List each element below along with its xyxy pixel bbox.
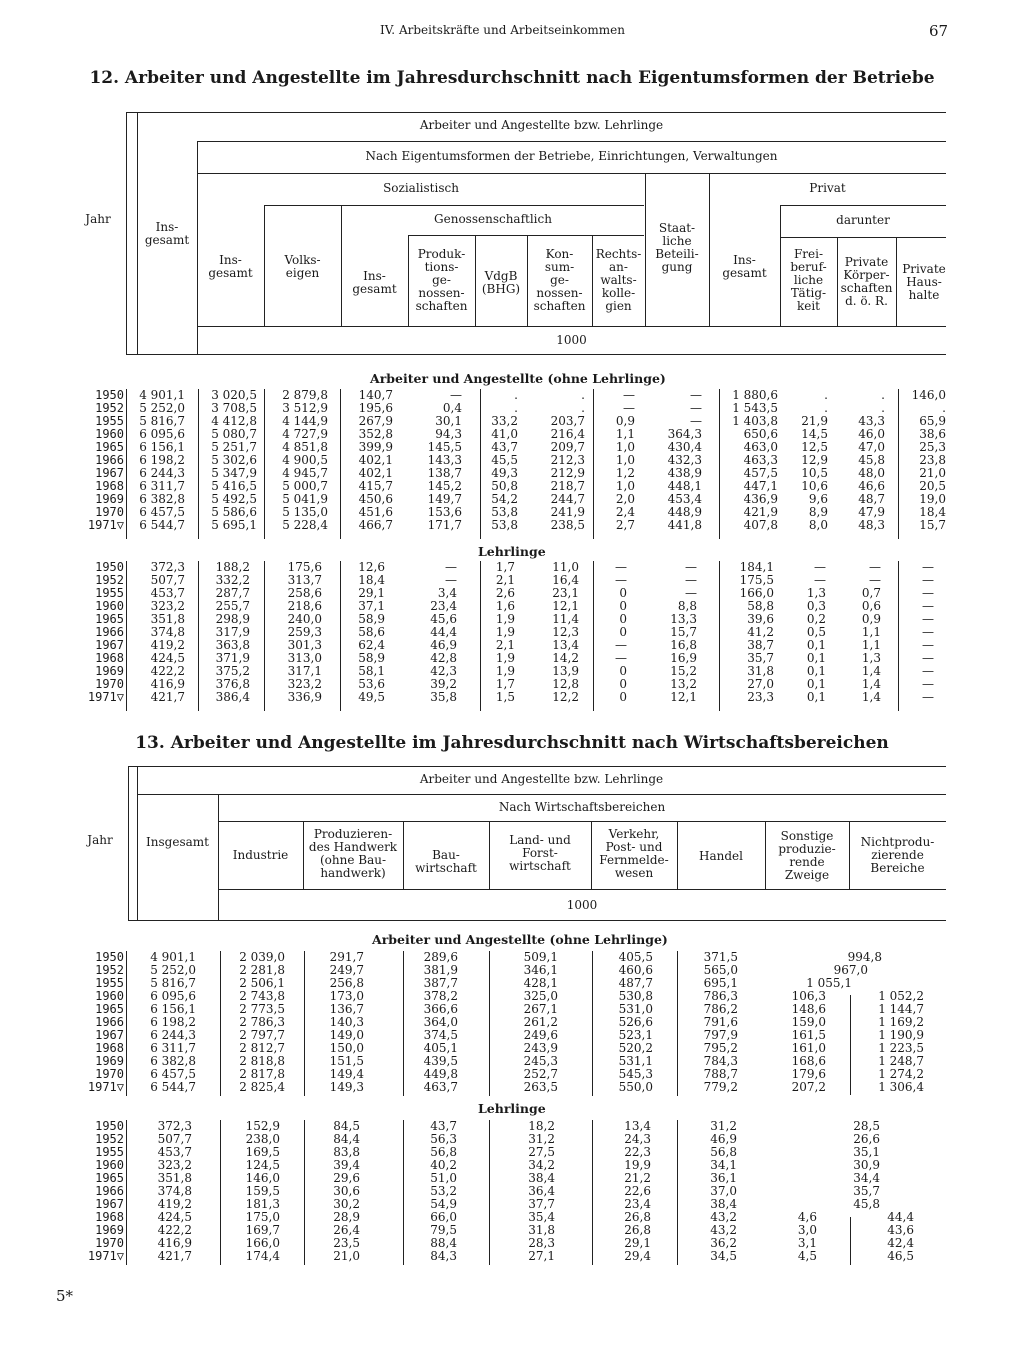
t12-header-gen-insgesamt: Ins- gesamt xyxy=(352,269,397,296)
t13-header-nichtproduzierende: Nichtprodu- zierende Bereiche xyxy=(860,835,935,875)
t13-col-nichtproduzierend-2: 44,4 43,6 42,4 46,5 xyxy=(887,1210,914,1263)
t12-col-haushalte-2: — — — — — — — — — — — xyxy=(922,560,934,704)
t13-header-industrie: Industrie xyxy=(232,848,289,862)
t12-header-priv-insgesamt: Ins- gesamt xyxy=(722,253,767,280)
t12-header-top: Arbeiter und Angestellte bzw. Lehrlinge xyxy=(419,118,664,132)
t13-col-verkehr-1: 405,5 460,6 487,7 530,8 531,0 526,6 523,1 520,2 531,1 545,3 550,0 xyxy=(618,950,653,1094)
t13-col-industrie-1: 2 039,0 2 281,8 2 506,1 2 743,8 2 773,5 2 786,3 2 797,7 2 812,7 2 818,8 2 817,8 2 825,4 xyxy=(239,950,285,1094)
t12-col-freiberuflich-1: . . 21,9 14,5 12,5 12,9 10,5 10,6 9,6 8,9 8,0 xyxy=(801,388,828,532)
t12-col-freiberuflich-2: — — 1,3 0,3 0,2 0,5 0,1 0,1 0,1 0,1 0,1 xyxy=(806,560,826,704)
t13-col-landforst-2: 18,2 31,2 27,5 34,2 38,4 36,4 37,7 35,4 31,8 28,3 27,1 xyxy=(528,1119,555,1263)
t12-col-koerperschaften-2: — — 0,7 0,6 0,9 1,1 1,1 1,3 1,4 1,4 1,4 xyxy=(861,560,881,704)
t12-header-insgesamt: Ins- gesamt xyxy=(144,220,190,247)
t13-col-verkehr-2: 13,4 24,3 22,3 19,9 21,2 22,6 23,4 26,8 26,8 29,1 29,4 xyxy=(624,1119,651,1263)
t12-col-volkseigen-2: 175,6 313,7 258,6 218,6 240,0 259,3 301,3 313,0 317,1 323,2 336,9 xyxy=(287,560,322,704)
t13-header-sonstige: Sonstige produzie- rende Zweige xyxy=(778,829,836,882)
t13-col-landforst-1: 509,1 346,1 428,1 325,0 267,1 261,2 249,6 243,9 245,3 252,7 263,5 xyxy=(523,950,558,1094)
t12-col-gen-insgesamt-2: 12,6 18,4 29,1 37,1 58,9 58,6 62,4 58,9 58,1 53,6 49,5 xyxy=(358,560,385,704)
t12-band-arbeiter: Arbeiter und Angestellte (ohne Lehrlinge) xyxy=(370,371,666,386)
t12-band-lehrlinge: Lehrlinge xyxy=(478,544,546,559)
t12-col-produktion-2: — — 3,4 23,4 45,6 44,4 46,9 42,8 42,3 39,2 35,8 xyxy=(430,560,457,704)
t13-header-handel: Handel xyxy=(699,849,743,863)
table-13-title: 13. Arbeiter und Angestellte im Jahresdurchschnitt nach Wirtschaftsbereichen xyxy=(135,733,889,753)
t12-unit: 1000 xyxy=(556,333,587,347)
t13-col-handel-2: 31,2 46,9 56,8 34,1 36,1 37,0 38,4 43,2 43,2 36,2 34,5 xyxy=(710,1119,737,1263)
t13-header-verkehr: Verkehr, Post- und Fernmelde- wesen xyxy=(599,827,669,880)
t13-years-1: 1950 1952 1955 1960 1965 1966 1967 1968 1969 1970 1971▽ xyxy=(87,950,124,1094)
t13-col-handel-1: 371,5 565,0 695,1 786,3 786,2 791,6 797,9 795,2 784,3 788,7 779,2 xyxy=(703,950,738,1094)
t12-header-vdgb: VdgB (BHG) xyxy=(481,269,521,296)
t13-header-land-forst: Land- und Forst- wirtschaft xyxy=(509,833,571,873)
page-number: 67 xyxy=(929,22,949,40)
t13-unit: 1000 xyxy=(566,898,598,912)
t13-col-sonstige-1: 106,3 148,6 159,0 161,5 161,0 168,6 179,6 207,2 xyxy=(791,989,826,1094)
t12-col-priv-insgesamt-2: 184,1 175,5 166,0 58,8 39,6 41,2 38,7 35,7 31,8 27,0 23,3 xyxy=(739,560,774,704)
t12-header-haushalte: Private Haus- halte xyxy=(902,262,946,302)
t12-col-haushalte-1: 146,0 . 65,9 38,6 25,3 23,8 21,0 20,5 19,0 18,4 15,7 xyxy=(911,388,946,532)
t13-band-lehrlinge: Lehrlinge xyxy=(478,1101,546,1116)
t12-header-sozialistisch: Sozialistisch xyxy=(383,181,459,195)
t12-col-konsum-2: 11,0 16,4 23,1 12,1 11,4 12,3 13,4 14,2 13,9 12,8 12,2 xyxy=(552,560,579,704)
t13-col-handwerk-1: 291,7 249,7 256,8 173,0 136,7 140,3 149,0 150,0 151,5 149,4 149,3 xyxy=(329,950,364,1094)
t13-header-handwerk: Produzieren- des Handwerk (ohne Bau- handwerk) xyxy=(308,827,398,880)
t12-header-privat: Privat xyxy=(809,181,846,195)
t12-col-gen-insgesamt-1: 140,7 195,6 267,9 352,8 399,9 402,1 402,1 415,7 450,6 451,6 466,7 xyxy=(358,388,393,532)
t12-header-produktionsgenossenschaften: Produk- tions- ge- nossen- schaften xyxy=(415,247,468,313)
t12-header-eigentum: Nach Eigentumsformen der Betriebe, Einrichtungen, Verwaltungen xyxy=(365,149,778,163)
t12-col-vdgb-1: . . 33,2 41,0 43,7 45,5 49,3 50,8 54,2 53,8 53,8 xyxy=(491,388,518,532)
t12-header-genossenschaftlich: Genossenschaftlich xyxy=(434,212,552,226)
t13-header-bauwirtschaft: Bau- wirtschaft xyxy=(415,848,477,875)
t12-col-konsum-1: . . 203,7 216,4 209,7 212,3 212,9 218,7 244,7 241,9 238,5 xyxy=(550,388,585,532)
t13-col-bau-1: 289,6 381,9 387,7 378,2 366,6 364,0 374,5 405,1 439,5 449,8 463,7 xyxy=(423,950,458,1094)
table-12-title: 12. Arbeiter und Angestellte im Jahresdurchschnitt nach Eigentumsformen der Betriebe xyxy=(89,68,935,88)
t13-col-sonstige-2: 4,6 3,0 3,1 4,5 xyxy=(797,1210,817,1263)
t13-band-arbeiter: Arbeiter und Angestellte (ohne Lehrlinge) xyxy=(372,932,668,947)
t13-header-top: Arbeiter und Angestellte bzw. Lehrlinge xyxy=(419,772,664,786)
t12-col-volkseigen-1: 2 879,8 3 512,9 4 144,9 4 727,9 4 851,8 4 900,5 4 945,7 5 000,7 5 041,9 5 135,0 5 228,4 xyxy=(282,388,328,532)
t13-col-handwerk-2: 84,5 84,4 83,8 39,4 29,6 30,6 30,2 28,9 26,4 23,5 21,0 xyxy=(333,1119,360,1263)
t13-header-insgesamt: Insgesamt xyxy=(146,835,209,849)
t12-col-staatlich-1: — — — 364,3 430,4 432,3 438,9 448,1 453,4 448,9 441,8 xyxy=(667,388,702,532)
t13-col-industrie-2: 152,9 238,0 169,5 124,5 146,0 159,5 181,3 175,0 169,7 166,0 174,4 xyxy=(245,1119,280,1263)
signature-mark: 5* xyxy=(56,1287,74,1305)
t12-col-produktion-1: — 0,4 30,1 94,3 145,5 143,3 138,7 145,2 149,7 153,6 171,7 xyxy=(427,388,462,532)
t12-header-darunter: darunter xyxy=(836,213,890,227)
t13-merged-1952: 967,0 xyxy=(833,963,868,977)
t12-col-soz-insgesamt-1: 3 020,5 3 708,5 4 412,8 5 080,7 5 251,7 5 302,6 5 347,9 5 416,5 5 492,5 5 586,6 5 695,1 xyxy=(211,388,257,532)
t12-header-konsumgenossenschaften: Kon- sum- ge- nossen- schaften xyxy=(533,247,586,313)
t13-col-bau-2: 43,7 56,3 56,8 40,2 51,0 53,2 54,9 66,0 79,5 88,4 84,3 xyxy=(430,1119,457,1263)
t13-merged-1950: 994,8 xyxy=(847,950,882,964)
t13-merged-npb-2: 28,5 26,6 35,1 30,9 34,4 35,7 45,8 xyxy=(853,1119,880,1211)
t12-header-soz-insgesamt: Ins- gesamt xyxy=(208,253,253,280)
t13-col-insgesamt-1: 4 901,1 5 252,0 5 816,7 6 095,6 6 156,1 6 198,2 6 244,3 6 311,7 6 382,8 6 457,5 6 544,7 xyxy=(150,950,196,1094)
t12-col-vdgb-2: 1,7 2,1 2,6 1,6 1,9 1,9 2,1 1,9 1,9 1,7 1,5 xyxy=(495,560,515,704)
t12-col-koerperschaften-1: . . 43,3 46,0 47,0 45,8 48,0 46,6 48,7 47,9 48,3 xyxy=(858,388,885,532)
t12-col-soz-insgesamt-2: 188,2 332,2 287,7 255,7 298,9 317,9 363,8 371,9 375,2 376,8 386,4 xyxy=(215,560,250,704)
t12-header-jahr: Jahr xyxy=(85,212,111,226)
running-title: IV. Arbeitskräfte und Arbeitseinkommen xyxy=(380,23,625,37)
t12-col-rechtsanwalt-1: — — 0,9 1,1 1,0 1,0 1,2 1,0 2,0 2,4 2,7 xyxy=(615,388,635,532)
t12-col-rechtsanwalt-2: — — 0 0 0 0 — — 0 0 0 xyxy=(615,560,627,704)
t13-col-nichtproduzierend-1: 1 052,2 1 144,7 1 169,2 1 190,9 1 223,5 1 248,7 1 274,2 1 306,4 xyxy=(878,989,924,1094)
t13-years-2: 1950 1952 1955 1960 1965 1966 1967 1968 1969 1970 1971▽ xyxy=(87,1119,124,1263)
t12-col-insgesamt-2: 372,3 507,7 453,7 323,2 351,8 374,8 419,2 424,5 422,2 416,9 421,7 xyxy=(150,560,185,704)
t12-header-rechtsanwaltskollegien: Rechts- an- walts- kolle- gien xyxy=(595,247,642,313)
t12-col-staatlich-2: — — — 8,8 13,3 15,7 16,8 16,9 15,2 13,2 12,1 xyxy=(670,560,697,704)
t12-col-priv-insgesamt-1: 1 880,6 1 543,5 1 403,8 650,6 463,0 463,3 457,5 447,1 436,9 421,9 407,8 xyxy=(732,388,778,532)
t12-col-insgesamt-1: 4 901,1 5 252,0 5 816,7 6 095,6 6 156,1 6 198,2 6 244,3 6 311,7 6 382,8 6 457,5 6 544,7 xyxy=(139,388,185,532)
t12-header-staatliche-beteiligung: Staat- liche Beteili- gung xyxy=(655,221,699,274)
t12-header-koerperschaften: Private Körper- schaften d. ö. R. xyxy=(840,255,893,308)
t13-header-wirtschaftsbereiche: Nach Wirtschaftsbereichen xyxy=(498,800,666,814)
t12-header-volkseigen: Volks- eigen xyxy=(284,253,321,280)
t13-header-jahr: Jahr xyxy=(87,833,113,847)
t12-years-1: 1950 1952 1955 1960 1965 1966 1967 1968 1969 1970 1971▽ xyxy=(87,388,124,532)
t13-merged-1955: 1 055,1 xyxy=(806,976,852,990)
t13-col-insgesamt-2: 372,3 507,7 453,7 323,2 351,8 374,8 419,2 424,5 422,2 416,9 421,7 xyxy=(157,1119,192,1263)
t12-years-2: 1950 1952 1955 1960 1965 1966 1967 1968 1969 1970 1971▽ xyxy=(87,560,124,704)
t12-header-freiberufliche: Frei- beruf- liche Tätig- keit xyxy=(790,247,827,313)
